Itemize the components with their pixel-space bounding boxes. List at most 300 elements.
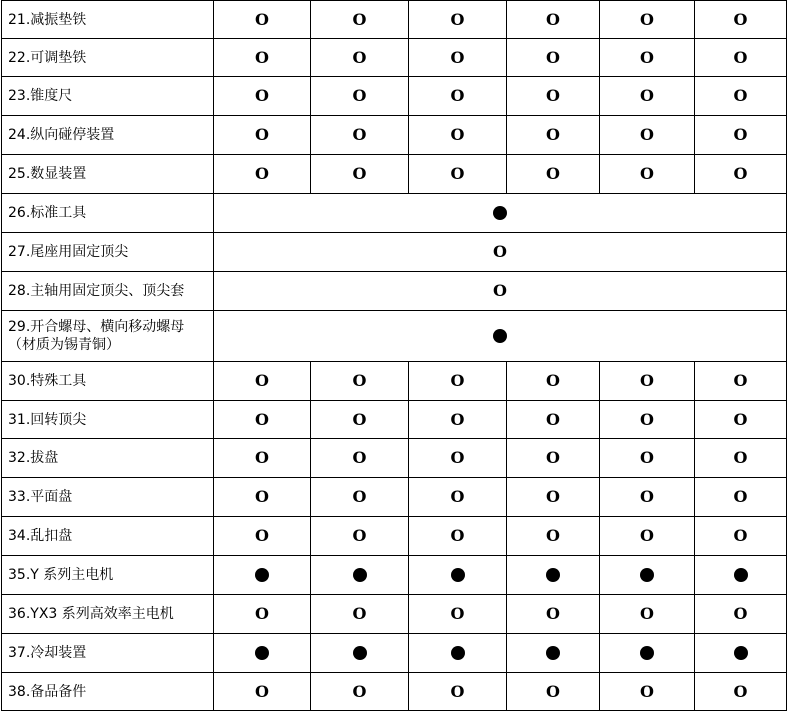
mark-glyph: O xyxy=(546,604,560,623)
mark-glyph: O xyxy=(255,487,269,506)
mark-cell xyxy=(214,401,311,439)
mark-glyph: O xyxy=(255,526,269,545)
mark-cell xyxy=(311,39,409,77)
item-label-cell xyxy=(2,556,214,595)
item-label: 26.标准工具 xyxy=(8,205,87,221)
mark-glyph: O xyxy=(255,371,269,390)
optional-mark xyxy=(255,127,269,143)
mark-cell xyxy=(600,77,695,116)
mark-glyph: O xyxy=(546,448,560,467)
mark-cell xyxy=(695,77,787,116)
mark-cell xyxy=(600,1,695,39)
optional-mark xyxy=(734,450,748,466)
item-label: 37.冷却装置 xyxy=(8,645,87,661)
mark-glyph: O xyxy=(255,448,269,467)
mark-cell xyxy=(409,556,507,595)
mark-glyph: O xyxy=(733,448,748,467)
mark-glyph: O xyxy=(733,526,748,545)
mark-glyph: O xyxy=(640,409,654,429)
mark-cell xyxy=(507,39,600,77)
standard-mark xyxy=(493,329,507,343)
optional-mark xyxy=(546,450,560,466)
mark-cell xyxy=(695,517,787,556)
optional-mark xyxy=(352,9,367,29)
optional-mark xyxy=(493,283,507,299)
mark-glyph: O xyxy=(352,604,367,623)
optional-mark xyxy=(546,489,560,505)
accessory-spec-table xyxy=(1,0,787,711)
mark-cell xyxy=(409,77,507,116)
item-label-cell xyxy=(2,517,214,556)
mark-glyph: O xyxy=(640,487,654,506)
mark-glyph: O xyxy=(450,371,465,390)
mark-glyph: O xyxy=(450,604,465,623)
item-label: 28.主轴用固定顶尖、顶尖套 xyxy=(8,283,185,299)
optional-mark xyxy=(734,166,748,182)
optional-mark xyxy=(640,681,654,701)
mark-glyph: O xyxy=(733,125,748,144)
mark-glyph: O xyxy=(640,681,654,701)
mark-cell xyxy=(695,39,787,77)
standard-mark xyxy=(640,646,654,660)
optional-mark xyxy=(451,528,465,544)
optional-mark xyxy=(352,409,367,429)
optional-mark xyxy=(640,606,654,622)
mark-glyph: O xyxy=(546,164,560,183)
standard-mark xyxy=(734,568,748,582)
optional-mark xyxy=(640,409,654,429)
standard-mark xyxy=(353,568,367,582)
merged-mark-cell xyxy=(214,194,787,233)
mark-glyph: O xyxy=(352,448,367,467)
optional-mark xyxy=(546,606,560,622)
mark-cell xyxy=(507,401,600,439)
item-label: 27.尾座用固定顶尖 xyxy=(8,244,129,260)
mark-glyph: O xyxy=(493,242,507,261)
mark-cell xyxy=(214,556,311,595)
table-row xyxy=(2,311,787,362)
item-label-cell xyxy=(2,272,214,311)
mark-glyph: O xyxy=(255,86,269,105)
optional-mark xyxy=(734,528,748,544)
mark-glyph: O xyxy=(546,681,560,701)
optional-mark xyxy=(450,681,465,701)
mark-glyph: O xyxy=(352,681,367,701)
table-row xyxy=(2,362,787,401)
optional-mark xyxy=(451,450,465,466)
mark-cell xyxy=(311,595,409,634)
mark-cell xyxy=(507,478,600,517)
standard-mark xyxy=(493,206,507,220)
mark-cell xyxy=(600,478,695,517)
mark-cell xyxy=(409,39,507,77)
item-label: 33.平面盘 xyxy=(8,489,73,505)
mark-glyph: O xyxy=(640,125,654,144)
mark-cell xyxy=(600,517,695,556)
item-label: 29.开合螺母、横向移动螺母 xyxy=(8,319,185,335)
optional-mark xyxy=(451,489,465,505)
optional-mark xyxy=(255,681,269,701)
mark-glyph: O xyxy=(733,9,748,29)
optional-mark xyxy=(353,373,367,389)
mark-glyph: O xyxy=(352,371,367,390)
merged-mark-cell xyxy=(214,311,787,362)
item-label-cell xyxy=(2,39,214,77)
mark-glyph: O xyxy=(733,409,748,429)
mark-cell xyxy=(311,116,409,155)
optional-mark xyxy=(255,88,269,104)
mark-glyph: O xyxy=(450,526,465,545)
mark-cell xyxy=(695,634,787,673)
item-label: 30.特殊工具 xyxy=(8,373,87,389)
item-label: 35.Y 系列主电机 xyxy=(8,567,114,583)
item-label-cell xyxy=(2,634,214,673)
mark-cell xyxy=(409,116,507,155)
mark-glyph: O xyxy=(640,47,654,67)
mark-cell xyxy=(311,155,409,194)
optional-mark xyxy=(546,528,560,544)
mark-cell xyxy=(507,439,600,478)
mark-cell xyxy=(695,595,787,634)
mark-glyph: O xyxy=(450,86,465,105)
optional-mark xyxy=(546,409,560,429)
optional-mark xyxy=(640,450,654,466)
mark-glyph: O xyxy=(546,371,560,390)
optional-mark xyxy=(255,373,269,389)
mark-cell xyxy=(695,401,787,439)
mark-cell xyxy=(507,77,600,116)
mark-glyph: O xyxy=(640,164,654,183)
mark-glyph: O xyxy=(450,409,465,429)
mark-cell xyxy=(311,401,409,439)
mark-glyph: O xyxy=(255,125,269,144)
item-label-cell xyxy=(2,116,214,155)
mark-glyph: O xyxy=(546,47,560,67)
item-label: 38.备品备件 xyxy=(8,683,87,700)
optional-mark xyxy=(353,88,367,104)
table-row xyxy=(2,1,787,39)
item-label-cell xyxy=(2,194,214,233)
mark-cell xyxy=(695,478,787,517)
optional-mark xyxy=(546,373,560,389)
optional-mark xyxy=(640,166,654,182)
mark-cell xyxy=(600,673,695,711)
item-label: 25.数显装置 xyxy=(8,166,87,182)
mark-cell xyxy=(507,517,600,556)
mark-cell xyxy=(214,1,311,39)
mark-cell xyxy=(695,1,787,39)
mark-glyph: O xyxy=(546,125,560,144)
optional-mark xyxy=(255,409,269,429)
optional-mark xyxy=(353,606,367,622)
standard-mark xyxy=(734,646,748,660)
mark-cell xyxy=(311,439,409,478)
standard-mark xyxy=(546,568,560,582)
mark-cell xyxy=(507,116,600,155)
mark-glyph: O xyxy=(733,371,748,390)
mark-cell xyxy=(311,556,409,595)
optional-mark xyxy=(352,681,367,701)
optional-mark xyxy=(353,528,367,544)
item-label-cell xyxy=(2,673,214,711)
optional-mark xyxy=(734,88,748,104)
item-label: 24.纵向碰停装置 xyxy=(8,127,115,143)
mark-cell xyxy=(600,401,695,439)
table-row xyxy=(2,401,787,439)
mark-glyph: O xyxy=(546,487,560,506)
optional-mark xyxy=(546,681,560,701)
table-row xyxy=(2,194,787,233)
optional-mark xyxy=(734,489,748,505)
item-label-cell xyxy=(2,362,214,401)
standard-mark xyxy=(255,568,269,582)
table-row xyxy=(2,116,787,155)
mark-cell xyxy=(214,77,311,116)
mark-cell xyxy=(507,556,600,595)
mark-glyph: O xyxy=(450,125,465,144)
standard-mark xyxy=(255,646,269,660)
mark-glyph: O xyxy=(255,47,269,67)
mark-cell xyxy=(214,39,311,77)
mark-glyph: O xyxy=(733,47,748,67)
mark-cell xyxy=(214,478,311,517)
mark-glyph: O xyxy=(352,9,367,29)
mark-glyph: O xyxy=(546,9,560,29)
table-row xyxy=(2,155,787,194)
mark-cell xyxy=(695,362,787,401)
mark-glyph: O xyxy=(352,164,367,183)
mark-glyph: O xyxy=(546,526,560,545)
mark-glyph: O xyxy=(255,409,269,429)
mark-cell xyxy=(214,595,311,634)
mark-cell xyxy=(409,634,507,673)
mark-cell xyxy=(409,401,507,439)
merged-mark-cell xyxy=(214,233,787,272)
optional-mark xyxy=(640,47,654,67)
table-row xyxy=(2,39,787,77)
optional-mark xyxy=(640,528,654,544)
standard-mark xyxy=(451,646,465,660)
optional-mark xyxy=(640,127,654,143)
optional-mark xyxy=(352,47,367,67)
optional-mark xyxy=(640,373,654,389)
table-row xyxy=(2,233,787,272)
mark-glyph: O xyxy=(255,604,269,623)
optional-mark xyxy=(255,489,269,505)
item-label-cell xyxy=(2,595,214,634)
mark-glyph: O xyxy=(352,86,367,105)
item-label-cell xyxy=(2,401,214,439)
table-body xyxy=(2,1,787,711)
table-row xyxy=(2,77,787,116)
mark-cell xyxy=(507,362,600,401)
mark-glyph: O xyxy=(546,409,560,429)
mark-glyph: O xyxy=(450,448,465,467)
mark-cell xyxy=(214,673,311,711)
mark-glyph: O xyxy=(450,9,465,29)
mark-cell xyxy=(311,1,409,39)
mark-glyph: O xyxy=(450,487,465,506)
table-row xyxy=(2,634,787,673)
mark-cell xyxy=(600,439,695,478)
standard-mark xyxy=(353,646,367,660)
mark-cell xyxy=(695,673,787,711)
item-label: 36.YX3 系列高效率主电机 xyxy=(8,606,174,622)
optional-mark xyxy=(255,450,269,466)
table-row xyxy=(2,478,787,517)
item-label-cell xyxy=(2,233,214,272)
table-row xyxy=(2,272,787,311)
item-label: 31.回转顶尖 xyxy=(8,411,87,428)
optional-mark xyxy=(733,409,748,429)
mark-cell xyxy=(214,362,311,401)
mark-cell xyxy=(600,116,695,155)
mark-cell xyxy=(600,39,695,77)
standard-mark xyxy=(451,568,465,582)
item-label: 22.可调垫铁 xyxy=(8,49,87,66)
optional-mark xyxy=(353,127,367,143)
optional-mark xyxy=(733,47,748,67)
mark-glyph: O xyxy=(733,164,748,183)
mark-cell xyxy=(695,556,787,595)
mark-cell xyxy=(311,634,409,673)
mark-glyph: O xyxy=(255,681,269,701)
mark-cell xyxy=(409,673,507,711)
item-label: 23.锥度尺 xyxy=(8,88,73,104)
mark-glyph: O xyxy=(640,86,654,105)
mark-glyph: O xyxy=(640,604,654,623)
mark-cell xyxy=(409,478,507,517)
mark-glyph: O xyxy=(450,164,465,183)
item-label-cell xyxy=(2,439,214,478)
optional-mark xyxy=(546,88,560,104)
optional-mark xyxy=(353,450,367,466)
mark-glyph: O xyxy=(546,86,560,105)
mark-glyph: O xyxy=(733,487,748,506)
optional-mark xyxy=(546,127,560,143)
optional-mark xyxy=(451,88,465,104)
item-label-cell xyxy=(2,478,214,517)
mark-cell xyxy=(311,478,409,517)
mark-cell xyxy=(311,517,409,556)
optional-mark xyxy=(640,88,654,104)
optional-mark xyxy=(733,9,748,29)
mark-glyph: O xyxy=(733,86,748,105)
mark-glyph: O xyxy=(640,9,654,29)
mark-cell xyxy=(695,439,787,478)
mark-cell xyxy=(695,155,787,194)
optional-mark xyxy=(493,244,507,260)
optional-mark xyxy=(255,528,269,544)
optional-mark xyxy=(640,9,654,29)
optional-mark xyxy=(451,373,465,389)
mark-glyph: O xyxy=(352,487,367,506)
item-label-cell xyxy=(2,311,214,362)
optional-mark xyxy=(734,373,748,389)
item-label: 34.乱扣盘 xyxy=(8,528,73,544)
mark-glyph: O xyxy=(493,281,507,300)
table-row xyxy=(2,595,787,634)
mark-cell xyxy=(409,595,507,634)
mark-cell xyxy=(409,155,507,194)
mark-cell xyxy=(409,439,507,478)
mark-cell xyxy=(600,362,695,401)
mark-glyph: O xyxy=(352,409,367,429)
optional-mark xyxy=(450,9,465,29)
optional-mark xyxy=(255,166,269,182)
mark-cell xyxy=(507,673,600,711)
mark-cell xyxy=(311,673,409,711)
mark-glyph: O xyxy=(640,448,654,467)
mark-glyph: O xyxy=(640,371,654,390)
item-label-cell xyxy=(2,155,214,194)
optional-mark xyxy=(733,681,748,701)
mark-cell xyxy=(311,362,409,401)
standard-mark xyxy=(640,568,654,582)
mark-glyph: O xyxy=(733,681,748,701)
optional-mark xyxy=(640,489,654,505)
mark-glyph: O xyxy=(352,125,367,144)
optional-mark xyxy=(255,47,269,67)
mark-cell xyxy=(600,634,695,673)
mark-cell xyxy=(311,77,409,116)
item-label-note: （材质为锡青铜） xyxy=(8,337,120,353)
mark-cell xyxy=(409,1,507,39)
mark-glyph: O xyxy=(450,681,465,701)
mark-cell xyxy=(214,116,311,155)
optional-mark xyxy=(353,489,367,505)
mark-glyph: O xyxy=(255,9,269,29)
mark-cell xyxy=(600,595,695,634)
mark-glyph: O xyxy=(733,604,748,623)
mark-cell xyxy=(600,556,695,595)
optional-mark xyxy=(451,606,465,622)
mark-glyph: O xyxy=(352,526,367,545)
mark-cell xyxy=(507,155,600,194)
optional-mark xyxy=(450,409,465,429)
optional-mark xyxy=(734,606,748,622)
mark-cell xyxy=(409,362,507,401)
item-label: 21.减振垫铁 xyxy=(8,11,87,28)
mark-cell xyxy=(695,116,787,155)
mark-cell xyxy=(507,1,600,39)
optional-mark xyxy=(546,47,560,67)
table-row xyxy=(2,556,787,595)
mark-cell xyxy=(214,155,311,194)
table-row xyxy=(2,439,787,478)
table-row xyxy=(2,517,787,556)
optional-mark xyxy=(546,9,560,29)
item-label-cell xyxy=(2,1,214,39)
mark-cell xyxy=(507,595,600,634)
optional-mark xyxy=(255,606,269,622)
optional-mark xyxy=(255,9,269,29)
table-row xyxy=(2,673,787,711)
mark-glyph: O xyxy=(352,47,367,67)
optional-mark xyxy=(734,127,748,143)
optional-mark xyxy=(450,47,465,67)
optional-mark xyxy=(451,127,465,143)
mark-cell xyxy=(600,155,695,194)
optional-mark xyxy=(353,166,367,182)
optional-mark xyxy=(546,166,560,182)
mark-glyph: O xyxy=(255,164,269,183)
mark-cell xyxy=(507,634,600,673)
mark-cell xyxy=(409,517,507,556)
mark-cell xyxy=(214,517,311,556)
mark-glyph: O xyxy=(450,47,465,67)
mark-cell xyxy=(214,634,311,673)
